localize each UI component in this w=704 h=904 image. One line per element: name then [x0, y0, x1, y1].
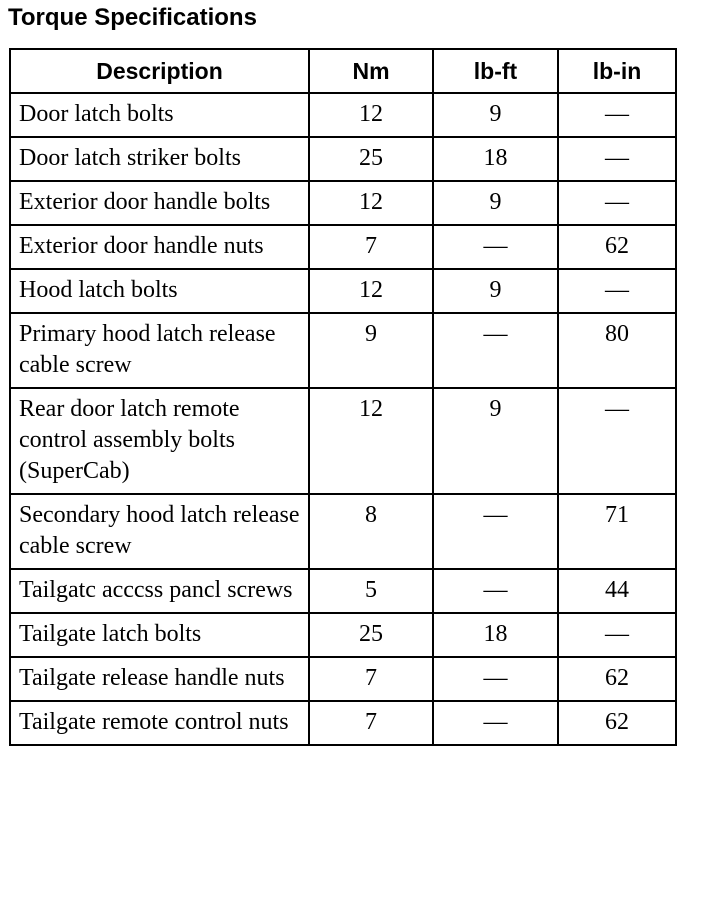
lb-in-cell: —: [558, 93, 676, 137]
description-cell: Hood latch bolts: [10, 269, 309, 313]
nm-cell: 25: [309, 137, 433, 181]
description-cell: Exterior door handle bolts: [10, 181, 309, 225]
table-row: [10, 93, 676, 137]
lb-in-cell: —: [558, 137, 676, 181]
nm-cell: 25: [309, 613, 433, 657]
lb-ft-cell: —: [433, 494, 558, 569]
column-header-lb-ft: lb-ft: [433, 49, 558, 93]
lb-in-cell: 80: [558, 313, 676, 388]
column-header-description: Description: [10, 49, 309, 93]
description-cell: Tailgate remote control nuts: [10, 701, 309, 745]
lb-in-cell: 44: [558, 569, 676, 613]
column-header-nm: Nm: [309, 49, 433, 93]
description-cell: Rear door latch remote control assembly bolts (SuperCab): [10, 388, 309, 494]
lb-ft-cell: 9: [433, 388, 558, 494]
nm-cell: 12: [309, 181, 433, 225]
nm-cell: 7: [309, 701, 433, 745]
lb-in-cell: 62: [558, 657, 676, 701]
nm-cell: 7: [309, 657, 433, 701]
lb-in-cell: —: [558, 269, 676, 313]
table-row: [10, 225, 676, 269]
lb-ft-cell: —: [433, 225, 558, 269]
lb-ft-cell: 18: [433, 613, 558, 657]
column-header-lb-in: lb-in: [558, 49, 676, 93]
torque-spec-table: [9, 48, 677, 746]
description-cell: Tailgate release handle nuts: [10, 657, 309, 701]
lb-ft-cell: —: [433, 569, 558, 613]
description-cell: Door latch bolts: [10, 93, 309, 137]
lb-ft-cell: 9: [433, 93, 558, 137]
table-row: [10, 269, 676, 313]
table-row: [10, 494, 676, 569]
nm-cell: 12: [309, 269, 433, 313]
nm-cell: 12: [309, 388, 433, 494]
lb-in-cell: 62: [558, 225, 676, 269]
table-row: [10, 657, 676, 701]
description-cell: Secondary hood latch release cable screw: [10, 494, 309, 569]
page-title: Torque Specifications: [8, 4, 257, 31]
lb-ft-cell: 18: [433, 137, 558, 181]
table-row: [10, 181, 676, 225]
lb-ft-cell: —: [433, 657, 558, 701]
lb-in-cell: 62: [558, 701, 676, 745]
table-row: [10, 701, 676, 745]
nm-cell: 9: [309, 313, 433, 388]
lb-in-cell: —: [558, 388, 676, 494]
nm-cell: 7: [309, 225, 433, 269]
lb-ft-cell: 9: [433, 269, 558, 313]
description-cell: Tailgatc acccss pancl screws: [10, 569, 309, 613]
lb-in-cell: —: [558, 181, 676, 225]
description-cell: Primary hood latch release cable screw: [10, 313, 309, 388]
lb-ft-cell: 9: [433, 181, 558, 225]
description-cell: Door latch striker bolts: [10, 137, 309, 181]
nm-cell: 5: [309, 569, 433, 613]
table-row: [10, 388, 676, 494]
table-row: [10, 137, 676, 181]
lb-ft-cell: —: [433, 313, 558, 388]
description-cell: Exterior door handle nuts: [10, 225, 309, 269]
table-header-row: [10, 49, 676, 93]
lb-ft-cell: —: [433, 701, 558, 745]
table-row: [10, 569, 676, 613]
table-row: [10, 613, 676, 657]
lb-in-cell: —: [558, 613, 676, 657]
description-cell: Tailgate latch bolts: [10, 613, 309, 657]
table-row: [10, 313, 676, 388]
nm-cell: 12: [309, 93, 433, 137]
nm-cell: 8: [309, 494, 433, 569]
lb-in-cell: 71: [558, 494, 676, 569]
